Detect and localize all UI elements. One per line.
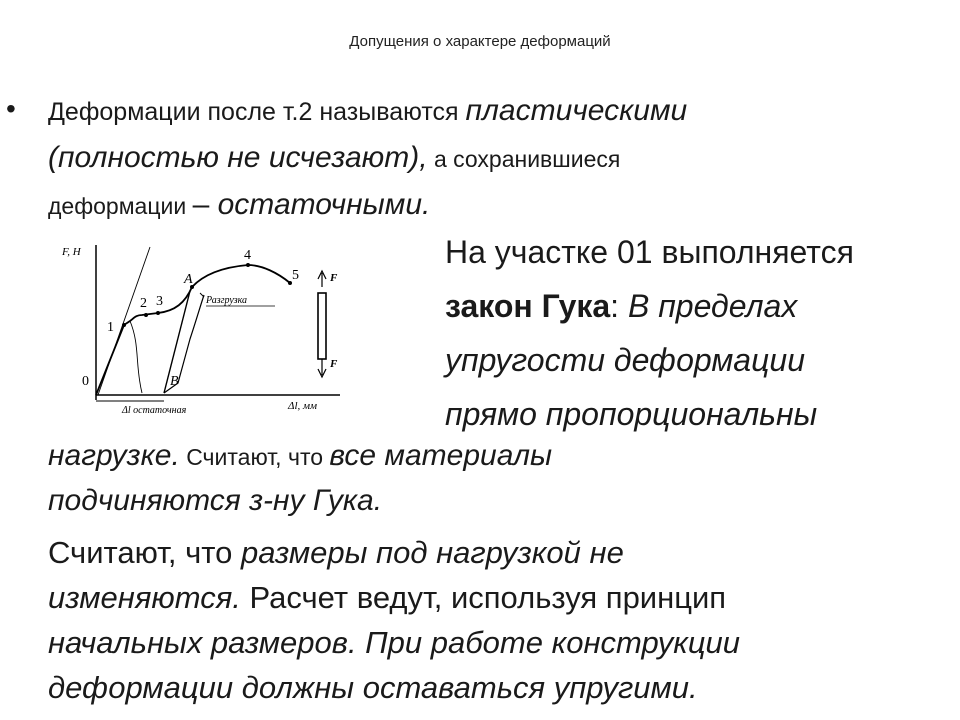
label-point-1: 1 xyxy=(107,320,114,335)
y-axis-label: F, Н xyxy=(62,246,81,258)
hooke-line-3: упругости деформации xyxy=(445,342,805,378)
p1-text-a: Деформации после т.2 называются xyxy=(48,98,466,126)
bullet-marker: • xyxy=(6,93,16,124)
label-point-0: 0 xyxy=(82,374,89,389)
hooke-colon: : xyxy=(610,288,628,324)
p2-dimensions: размеры под нагрузкой не xyxy=(241,535,624,570)
point-3 xyxy=(156,311,160,315)
p2-consider: Считают, что xyxy=(48,535,242,570)
label-point-4: 4 xyxy=(244,248,251,263)
residual-trace xyxy=(130,321,142,393)
slide-title: Допущения о характере деформаций xyxy=(349,33,611,50)
hooke-line-2 xyxy=(445,286,797,326)
hooke-law-term: закон Гука xyxy=(445,288,611,324)
p2-calc: Расчет ведут, используя принцип xyxy=(240,580,727,615)
point-4 xyxy=(246,263,250,267)
label-point-5: 5 xyxy=(292,268,299,283)
residual-label: Δl остаточная xyxy=(122,405,187,416)
hooke-line-5 xyxy=(48,436,552,477)
hooke-line-4: прямо пропорциональны xyxy=(445,396,818,432)
label-point-a: A xyxy=(184,272,193,287)
p2-initial-sizes: начальных размеров. При работе конструкции xyxy=(48,625,741,660)
label-point-3: 3 xyxy=(156,294,163,309)
paragraph-plastic xyxy=(48,88,687,229)
label-point-b: B xyxy=(170,374,179,389)
hooke-line-2-italic: В пределах xyxy=(627,288,798,324)
hooke-line-6: подчиняются з-ну Гука. xyxy=(48,484,383,517)
force-label-top: F xyxy=(330,272,338,284)
force-label-bottom: F xyxy=(330,358,338,370)
l5-all-materials: все материалы xyxy=(329,439,553,472)
p1-paren: (полностью не исчезают), xyxy=(48,141,428,174)
stress-strain-diagram xyxy=(50,235,355,420)
p1-text-d: а сохранившиеся xyxy=(427,146,621,172)
point-1 xyxy=(122,323,126,327)
p1-text-e: деформации xyxy=(48,193,193,219)
hooke-line-1: На участке 01 выполняется xyxy=(445,234,854,270)
p2-unchanged: изменяются. xyxy=(48,580,241,615)
unload-label: Разгрузка xyxy=(206,295,248,306)
l5-consider: Считают, что xyxy=(179,444,330,470)
l5-load: нагрузке. xyxy=(48,439,180,472)
specimen-rect xyxy=(318,293,326,359)
label-point-2: 2 xyxy=(140,296,147,311)
point-2 xyxy=(144,313,148,317)
p1-dash: – xyxy=(192,188,218,221)
p1-term-residual: остаточными. xyxy=(217,188,431,221)
p2-elastic: деформации должны оставаться упругими. xyxy=(48,670,698,705)
p1-term-plastic: пластическими xyxy=(465,94,688,127)
x-axis-label: Δl, мм xyxy=(288,400,318,412)
paragraph-initial-dimensions xyxy=(48,530,740,710)
